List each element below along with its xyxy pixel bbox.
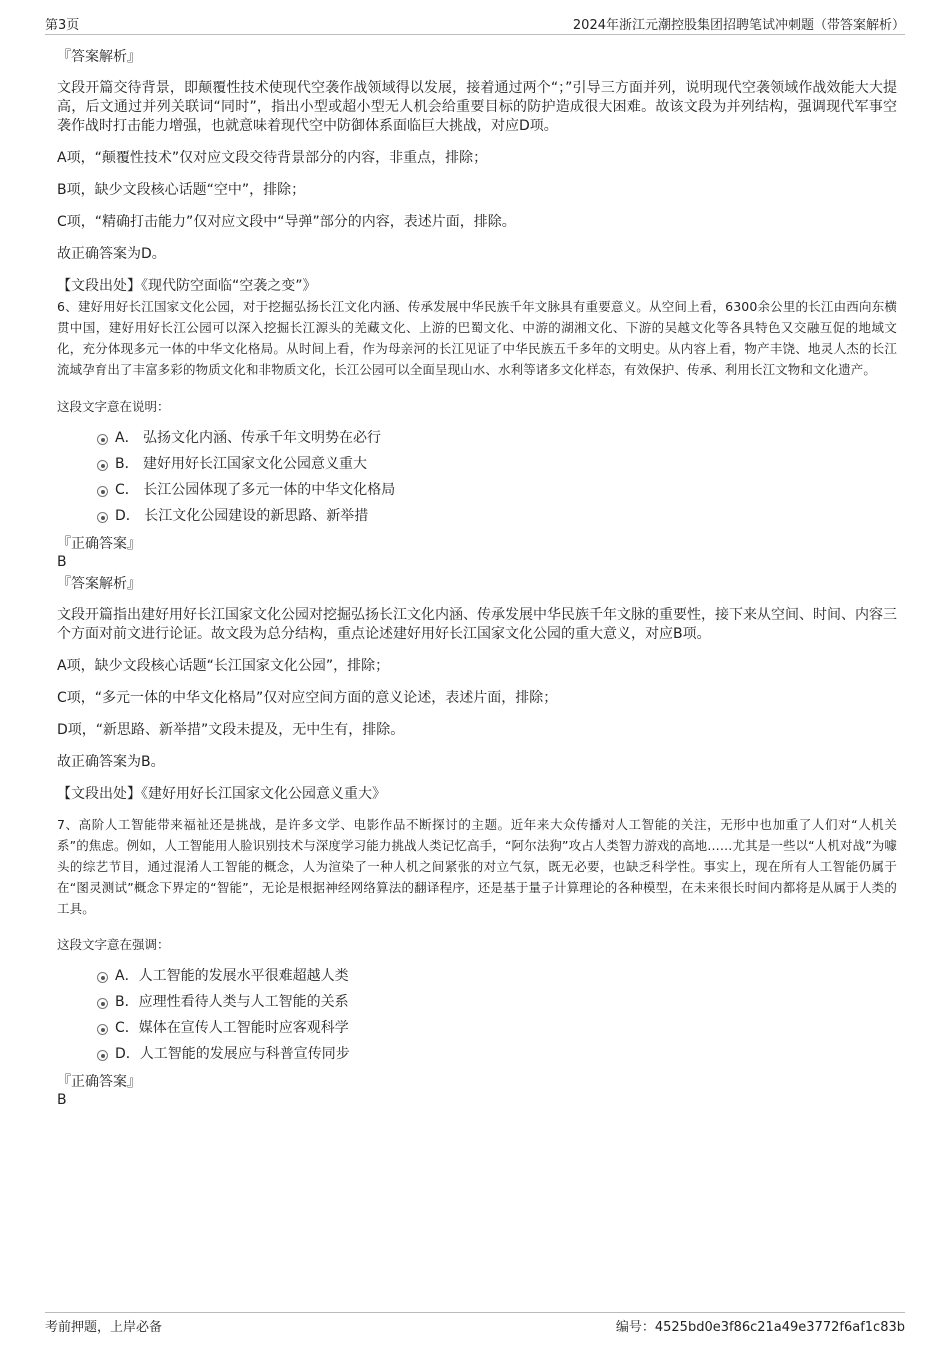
q6-analysis: 文段开篇指出建好用好长江国家文化公园对挖掘弘扬长江文化内涵、传承发展中华民族千年文脉的重要性，接下来从空间、时间、内容三个方面对前文进行论证。故文段为总分结构，重点论述建好用好长江国家文化公园的重大意义，对应B项。 — [57, 607, 897, 642]
q6-options — [57, 425, 897, 529]
page-footer — [45, 1312, 905, 1340]
q6-note-a: A项，缺少文段核心话题“长江国家文化公园”，排除； — [57, 658, 390, 674]
radio-icon[interactable] — [97, 434, 108, 445]
page-number: 第3页 — [45, 18, 80, 33]
radio-icon[interactable] — [97, 1024, 108, 1035]
prev-source: 【文段出处】《现代防空面临“空袭之变”》 — [57, 278, 317, 294]
prev-note-b: B项，缺少文段核心话题“空中”，排除； — [57, 182, 306, 198]
q6-conclusion: 故正确答案为B。 — [57, 754, 165, 770]
footer-slogan: 考前押题，上岸必备 — [45, 1320, 163, 1335]
q6-analysis-label: 『答案解析』 — [57, 576, 141, 592]
document-title: 2024年浙江元潮控股集团招聘笔试冲刺题（带答案解析） — [572, 18, 905, 33]
option-label: B． 建好用好长江国家文化公园意义重大 — [115, 456, 368, 472]
q6-option-d[interactable] — [57, 503, 897, 529]
q6-text: 6、建好用好长江国家文化公园，对于挖掘弘扬长江文化内涵、传承发展中华民族千年文脉具有重要意义。从空间上看，6300余公里的长江由西向东横贯中国，建好用好长江公园可以深入挖掘长江源头的羌藏文化、上游的巴蜀文化、中游的湖湘文化、下游的吴越文化等各具特色又交融互促的地域文化，充分体现多元一体的中华文化格局。从时间上看，作为母亲河的长江见证了中华民族五千多年的文明史。从内容上看，物产丰饶、地灵人杰的长江流域孕育出了丰富多彩的物质文化和非物质文化，长江公园可以全面呈现山水、水利等诸多文化样态，有效保护、传承、利用长江文物和文化遗产。 — [57, 299, 897, 377]
prev-analysis-label: 『答案解析』 — [57, 49, 141, 65]
prev-analysis: 文段开篇交待背景，即颠覆性技术使现代空袭作战领域得以发展，接着通过两个“；”引导三方面并列，说明现代空袭领域作战效能大大提高，后文通过并列关联词“同时”，指出小型或超小型无人机会给重要目标的防护造成很大困难。故该文段为并列结构，强调现代军事空袭作战时打击能力增强，也就意味着现代空中防御体系面临巨大挑战，对应D项。 — [57, 80, 897, 134]
option-label: C．媒体在宣传人工智能时应客观科学 — [115, 1020, 349, 1036]
content — [57, 44, 897, 1109]
q6-option-b[interactable] — [57, 451, 897, 477]
q7-option-a[interactable] — [57, 963, 897, 989]
page-header — [45, 14, 905, 35]
q6-option-a[interactable] — [57, 425, 897, 451]
option-label: C． 长江公园体现了多元一体的中华文化格局 — [115, 482, 396, 498]
radio-icon[interactable] — [97, 972, 108, 983]
q7-answer-label: 『正确答案』 — [57, 1074, 141, 1090]
q7-text: 7、高阶人工智能带来福祉还是挑战，是许多文学、电影作品不断探讨的主题。近年来大众传播对人工智能的关注，无形中也加重了人们对“人机关系”的焦虑。例如，人工智能用人脸识别技术与深度学习能力挑战人类记忆高手，“阿尔法狗”攻占人类智力游戏的高地……尤其是一些以“人机对战”为噱头的综艺节目，通过混淆人工智能的概念，人为渲染了一种人机之间紧张的对立气氛，既无必要，也缺乏科学性。事实上，现在所有人工智能仍属于在“图灵测试”概念下界定的“智能”，无论是根据神经网络算法的翻译程序，还是基于量子计算理论的各种模型，在未来很长时间内都将是从属于人类的工具。 — [57, 817, 898, 916]
radio-icon[interactable] — [97, 1050, 108, 1061]
option-label: A．人工智能的发展水平很难超越人类 — [115, 968, 349, 984]
option-label: D． 长江文化公园建设的新思路、新举措 — [115, 508, 369, 524]
option-label: A． 弘扬文化内涵、传承千年文明势在必行 — [115, 430, 382, 446]
radio-icon[interactable] — [97, 460, 108, 471]
radio-icon[interactable] — [97, 998, 108, 1009]
q6-note-c: C项，“多元一体的中华文化格局”仅对应空间方面的意义论述，表述片面，排除； — [57, 690, 558, 706]
footer-serial: 编号：4525bd0e3f86c21a49e3772f6af1c83b — [615, 1320, 905, 1335]
q6-option-c[interactable] — [57, 477, 897, 503]
q6-note-d: D项，“新思路、新举措”文段未提及，无中生有，排除。 — [57, 722, 405, 738]
q7-option-b[interactable] — [57, 989, 897, 1015]
option-label: D．人工智能的发展应与科普宣传同步 — [115, 1046, 350, 1062]
q6-source: 【文段出处】《建好用好长江国家文化公园意义重大》 — [57, 786, 386, 802]
q6-answer-label: 『正确答案』 — [57, 536, 141, 552]
option-label: B．应理性看待人类与人工智能的关系 — [115, 994, 349, 1010]
q7-options — [57, 963, 897, 1067]
radio-icon[interactable] — [97, 486, 108, 497]
radio-icon[interactable] — [97, 512, 108, 523]
q7-option-c[interactable] — [57, 1015, 897, 1041]
q6-prompt: 这段文字意在说明： — [57, 399, 170, 414]
q7-prompt: 这段文字意在强调： — [57, 937, 170, 952]
prev-conclusion: 故正确答案为D。 — [57, 246, 166, 262]
q6-answer: B — [57, 554, 67, 570]
q7-answer: B — [57, 1092, 67, 1108]
q7-option-d[interactable] — [57, 1041, 897, 1067]
prev-note-a: A项，“颠覆性技术”仅对应文段交待背景部分的内容，非重点，排除； — [57, 150, 488, 166]
prev-note-c: C项，“精确打击能力”仅对应文段中“导弹”部分的内容，表述片面，排除。 — [57, 214, 516, 230]
